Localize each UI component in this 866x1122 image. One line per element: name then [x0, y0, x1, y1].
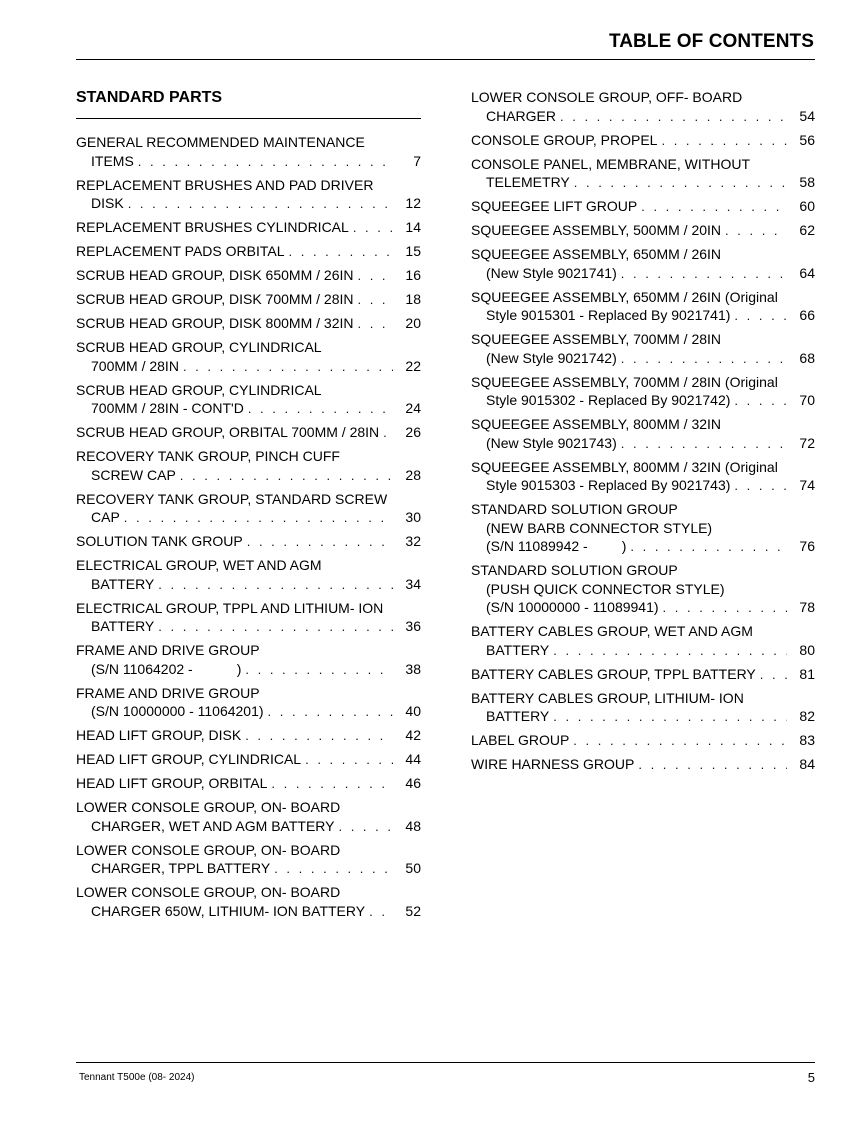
toc-entry-title: SQUEEGEE ASSEMBLY, 650MM / 26IN (Original	[471, 288, 778, 305]
serial-range-end: )	[236, 660, 242, 677]
toc-entry-title-cont: (S/N 10000000 - 11089941)	[486, 599, 659, 615]
toc-entry[interactable]	[76, 641, 421, 679]
toc-entry-title-cont: BATTERY	[91, 618, 155, 634]
leader-dots	[338, 818, 393, 837]
toc-page-number: 7	[413, 152, 421, 169]
leader-dots	[621, 435, 787, 454]
toc-entry-title-cont: CHARGER	[486, 107, 557, 124]
toc-entry[interactable]	[76, 532, 421, 552]
toc-entry-title: BATTERY CABLES GROUP, WET AND AGM	[471, 623, 753, 639]
leader-dots	[245, 727, 393, 746]
toc-entry[interactable]	[76, 774, 421, 794]
toc-entry[interactable]	[471, 330, 815, 368]
leader-dots	[158, 618, 393, 637]
toc-entry-title-cont: (New Style 9021742)	[486, 349, 617, 366]
toc-page-number: 66	[799, 307, 815, 323]
toc-entry[interactable]	[471, 415, 815, 453]
toc-page-number: 56	[799, 131, 815, 148]
toc-entry-title-cont: BATTERY	[91, 575, 155, 592]
toc-entry-title: SQUEEGEE ASSEMBLY, 700MM / 28IN	[471, 331, 722, 347]
leader-dots	[158, 576, 393, 595]
leader-dots	[353, 219, 393, 238]
toc-page-number: 15	[405, 243, 421, 259]
toc-entry-title: FRAME AND DRIVE GROUP	[76, 684, 260, 701]
leader-dots	[638, 756, 787, 775]
toc-entry[interactable]	[471, 755, 815, 775]
leader-dots	[248, 400, 393, 419]
leader-dots	[357, 267, 393, 286]
toc-entry-title: SQUEEGEE ASSEMBLY, 700MM / 28IN (Original	[471, 373, 778, 390]
toc-entry-title: RECOVERY TANK GROUP, STANDARD SCREW	[76, 490, 388, 507]
leader-dots	[138, 153, 393, 172]
toc-entry-title-cont: (NEW BARB CONNECTOR STYLE)	[486, 519, 713, 536]
leader-dots	[661, 132, 787, 151]
toc-entry[interactable]	[471, 561, 815, 618]
toc-entry-title: REPLACEMENT PADS ORBITAL	[76, 243, 285, 259]
leader-dots	[369, 903, 393, 922]
leader-dots	[641, 198, 787, 217]
toc-entry-title-cont: 700MM / 28IN	[91, 357, 179, 374]
toc-entry[interactable]	[471, 197, 815, 217]
page-title: TABLE OF CONTENTS	[608, 31, 814, 52]
toc-entry-title: SQUEEGEE ASSEMBLY, 650MM / 26IN	[471, 246, 722, 262]
toc-entry-title: SCRUB HEAD GROUP, DISK 800MM / 32IN	[76, 315, 354, 331]
toc-entry-title-cont: Style 9015302 - Replaced By 9021742)	[486, 392, 731, 408]
section-rule	[76, 118, 421, 119]
toc-entry-title: GENERAL RECOMMENDED MAINTENANCE	[76, 134, 365, 150]
toc-entry-title: SQUEEGEE ASSEMBLY, 500MM / 20IN	[471, 222, 722, 238]
leader-dots	[630, 538, 787, 557]
toc-entry[interactable]	[471, 131, 815, 151]
toc-entry-title: STANDARD SOLUTION GROUP	[471, 501, 678, 517]
toc-entry[interactable]	[76, 218, 421, 238]
toc-page-number: 44	[405, 751, 421, 767]
toc-entry-title: HEAD LIFT GROUP, DISK	[76, 727, 242, 743]
toc-page-number: 54	[799, 107, 815, 124]
toc-entry-title: RECOVERY TANK GROUP, PINCH CUFF	[76, 448, 340, 464]
toc-entry-title: CONSOLE GROUP, PROPEL	[471, 131, 658, 148]
leader-dots	[574, 174, 787, 193]
toc-page-number: 62	[799, 222, 815, 238]
leader-dots	[621, 350, 787, 369]
toc-page-number: 34	[405, 575, 421, 592]
toc-entry[interactable]	[471, 373, 815, 411]
toc-entry-title-cont: DISK	[91, 195, 124, 211]
toc-entry-title-cont: BATTERY	[486, 641, 550, 658]
toc-entry[interactable]	[471, 245, 815, 283]
toc-page-number: 74	[799, 477, 815, 493]
toc-page-number: 36	[405, 618, 421, 634]
toc-entry-title: SCRUB HEAD GROUP, CYLINDRICAL	[76, 339, 322, 355]
leader-dots	[734, 307, 787, 326]
toc-entry-title-cont: Style 9015301 - Replaced By 9021741)	[486, 307, 731, 323]
toc-page-number: 64	[799, 264, 815, 281]
toc-left-column	[76, 133, 421, 926]
toc-entry-title: SCRUB HEAD GROUP, DISK 650MM / 26IN	[76, 267, 354, 283]
toc-entry-title: REPLACEMENT BRUSHES AND PAD DRIVER	[76, 176, 374, 193]
toc-entry[interactable]	[76, 841, 421, 879]
leader-dots	[289, 243, 394, 262]
leader-dots	[573, 732, 787, 751]
toc-entry-title-cont: TELEMETRY	[486, 174, 570, 190]
toc-entry-title: CONSOLE PANEL, MEMBRANE, WITHOUT	[471, 155, 750, 172]
leader-dots	[383, 424, 393, 443]
toc-entry-title-cont: CHARGER, TPPL BATTERY	[91, 860, 271, 876]
toc-page-number: 30	[405, 509, 421, 525]
leader-dots	[553, 642, 787, 661]
toc-page-number: 26	[405, 424, 421, 440]
toc-entry-title-cont: ITEMS	[91, 152, 134, 169]
toc-entry-title: LABEL GROUP	[471, 732, 570, 748]
toc-entry-title: WIRE HARNESS GROUP	[471, 756, 635, 772]
leader-dots	[124, 509, 393, 528]
toc-entry-title: STANDARD SOLUTION GROUP	[471, 562, 678, 578]
toc-entry-title-cont	[91, 660, 241, 679]
toc-entry[interactable]	[76, 490, 421, 528]
toc-page-number: 78	[799, 599, 815, 615]
serial-range-start: (S/N 11089942 -	[486, 538, 588, 554]
leader-dots	[663, 599, 787, 618]
toc-entry[interactable]	[471, 155, 815, 193]
leader-dots	[268, 703, 393, 722]
toc-page-number: 28	[405, 466, 421, 483]
toc-entry-title-cont: BATTERY	[486, 708, 550, 724]
toc-entry[interactable]	[471, 88, 815, 126]
toc-entry[interactable]	[76, 883, 421, 921]
toc-entry[interactable]	[76, 423, 421, 443]
toc-entry-title: LOWER CONSOLE GROUP, ON- BOARD	[76, 799, 341, 815]
leader-dots	[621, 265, 787, 284]
toc-page-number: 72	[799, 434, 815, 451]
toc-entry-title-cont: 700MM / 28IN - CONT'D	[91, 400, 244, 416]
toc-page-number: 16	[405, 267, 421, 283]
toc-page-number: 70	[799, 392, 815, 408]
toc-entry[interactable]	[76, 798, 421, 836]
toc-page-number: 40	[405, 703, 421, 719]
toc-page-number: 46	[405, 775, 421, 791]
toc-entry[interactable]	[471, 221, 815, 241]
leader-dots	[357, 291, 393, 310]
toc-entry-title-cont: SCREW CAP	[91, 466, 176, 483]
toc-entry-title: SCRUB HEAD GROUP, ORBITAL 700MM / 28IN	[76, 424, 380, 440]
toc-page-number: 12	[405, 195, 421, 211]
toc-entry-title: LOWER CONSOLE GROUP, OFF- BOARD	[471, 89, 743, 105]
toc-page-number: 32	[405, 533, 421, 549]
toc-entry[interactable]	[76, 750, 421, 770]
toc-entry[interactable]	[76, 556, 421, 594]
toc-entry-title-cont: (PUSH QUICK CONNECTOR STYLE)	[486, 580, 725, 597]
toc-entry-title: SQUEEGEE ASSEMBLY, 800MM / 32IN (Original	[471, 458, 778, 475]
serial-range-end: )	[621, 538, 627, 554]
toc-page-number: 42	[405, 727, 421, 743]
toc-entry-title-cont	[486, 537, 626, 556]
toc-entry[interactable]	[471, 689, 815, 727]
toc-entry-title: SCRUB HEAD GROUP, DISK 700MM / 28IN	[76, 291, 354, 307]
toc-page-number: 76	[799, 538, 815, 554]
leader-dots	[180, 467, 393, 486]
leader-dots	[734, 477, 787, 496]
leader-dots	[245, 661, 393, 680]
toc-entry[interactable]	[76, 381, 421, 419]
leader-dots	[247, 533, 393, 552]
toc-entry[interactable]	[471, 288, 815, 326]
toc-entry-title: FRAME AND DRIVE GROUP	[76, 642, 260, 658]
toc-entry-title: SCRUB HEAD GROUP, CYLINDRICAL	[76, 381, 322, 398]
toc-entry-title-cont: (New Style 9021743)	[486, 434, 617, 451]
toc-page-number: 48	[405, 817, 421, 834]
toc-entry-title: SQUEEGEE LIFT GROUP	[471, 198, 638, 214]
leader-dots	[128, 195, 393, 214]
toc-entry[interactable]	[76, 726, 421, 746]
toc-entry[interactable]	[471, 500, 815, 557]
leader-dots	[271, 775, 393, 794]
toc-entry-title-cont: CAP	[91, 509, 120, 525]
serial-range-start: (S/N 11064202 -	[91, 660, 193, 677]
toc-page-number: 18	[405, 291, 421, 307]
section-title: STANDARD PARTS	[76, 89, 223, 106]
toc-entry[interactable]	[76, 242, 421, 262]
toc-entry-title-cont: Style 9015303 - Replaced By 9021743)	[486, 477, 731, 493]
toc-entry[interactable]	[76, 447, 421, 485]
toc-entry-title: BATTERY CABLES GROUP, TPPL BATTERY	[471, 665, 756, 682]
toc-entry-title: HEAD LIFT GROUP, ORBITAL	[76, 775, 268, 791]
toc-entry-title-cont: (New Style 9021741)	[486, 264, 617, 281]
toc-page-number: 20	[405, 315, 421, 331]
toc-right-column	[471, 88, 815, 779]
toc-entry-title-cont: CHARGER, WET AND AGM BATTERY	[91, 817, 335, 834]
header-rule	[76, 59, 815, 60]
leader-dots	[553, 708, 787, 727]
toc-entry-title: REPLACEMENT BRUSHES CYLINDRICAL	[76, 219, 349, 235]
toc-page-number: 14	[405, 219, 421, 235]
toc-entry-title: BATTERY CABLES GROUP, LITHIUM- ION	[471, 689, 744, 706]
toc-page-number: 68	[799, 349, 815, 366]
toc-page-number: 58	[799, 174, 815, 190]
toc-entry[interactable]	[76, 684, 421, 722]
toc-page-number: 50	[405, 860, 421, 876]
toc-page-number: 24	[405, 400, 421, 416]
toc-page-number: 38	[405, 660, 421, 677]
toc-page-number: 60	[799, 198, 815, 214]
leader-dots	[725, 222, 787, 241]
toc-entry[interactable]	[471, 665, 815, 685]
leader-dots	[357, 315, 393, 334]
toc-entry[interactable]	[76, 133, 421, 171]
toc-entry-title: HEAD LIFT GROUP, CYLINDRICAL	[76, 751, 302, 767]
toc-entry[interactable]	[76, 338, 421, 376]
toc-page-number: 52	[405, 902, 421, 919]
toc-entry[interactable]	[76, 290, 421, 310]
leader-dots	[183, 358, 393, 377]
toc-entry[interactable]	[76, 266, 421, 286]
toc-entry-title-cont: (S/N 10000000 - 11064201)	[91, 703, 264, 719]
footer-page-number: 5	[807, 1070, 815, 1085]
toc-page-number: 84	[799, 756, 815, 772]
leader-dots	[305, 751, 393, 770]
leader-dots	[760, 666, 787, 685]
toc-entry-title: SOLUTION TANK GROUP	[76, 533, 243, 549]
toc-entry-title-cont: CHARGER 650W, LITHIUM- ION BATTERY	[91, 902, 366, 919]
toc-entry-title: LOWER CONSOLE GROUP, ON- BOARD	[76, 884, 341, 900]
toc-entry-title: ELECTRICAL GROUP, TPPL AND LITHIUM- ION	[76, 599, 384, 616]
toc-page-number: 82	[799, 708, 815, 724]
toc-entry-title: SQUEEGEE ASSEMBLY, 800MM / 32IN	[471, 416, 722, 432]
toc-entry[interactable]	[471, 622, 815, 660]
toc-entry-title: ELECTRICAL GROUP, WET AND AGM	[76, 557, 322, 573]
leader-dots	[734, 392, 787, 411]
toc-entry-title: LOWER CONSOLE GROUP, ON- BOARD	[76, 841, 341, 858]
toc-page-number: 83	[799, 732, 815, 748]
toc-page-number: 80	[799, 641, 815, 658]
leader-dots	[274, 860, 393, 879]
toc-page-number: 81	[799, 665, 815, 682]
toc-entry[interactable]	[76, 314, 421, 334]
toc-entry[interactable]	[76, 176, 421, 214]
toc-entry[interactable]	[76, 599, 421, 637]
toc-entry[interactable]	[471, 731, 815, 751]
toc-entry[interactable]	[471, 458, 815, 496]
footer-rule	[76, 1062, 815, 1063]
footer-document-id: Tennant T500e (08- 2024)	[79, 1072, 195, 1083]
toc-page-number: 22	[405, 357, 421, 374]
leader-dots	[560, 108, 787, 127]
